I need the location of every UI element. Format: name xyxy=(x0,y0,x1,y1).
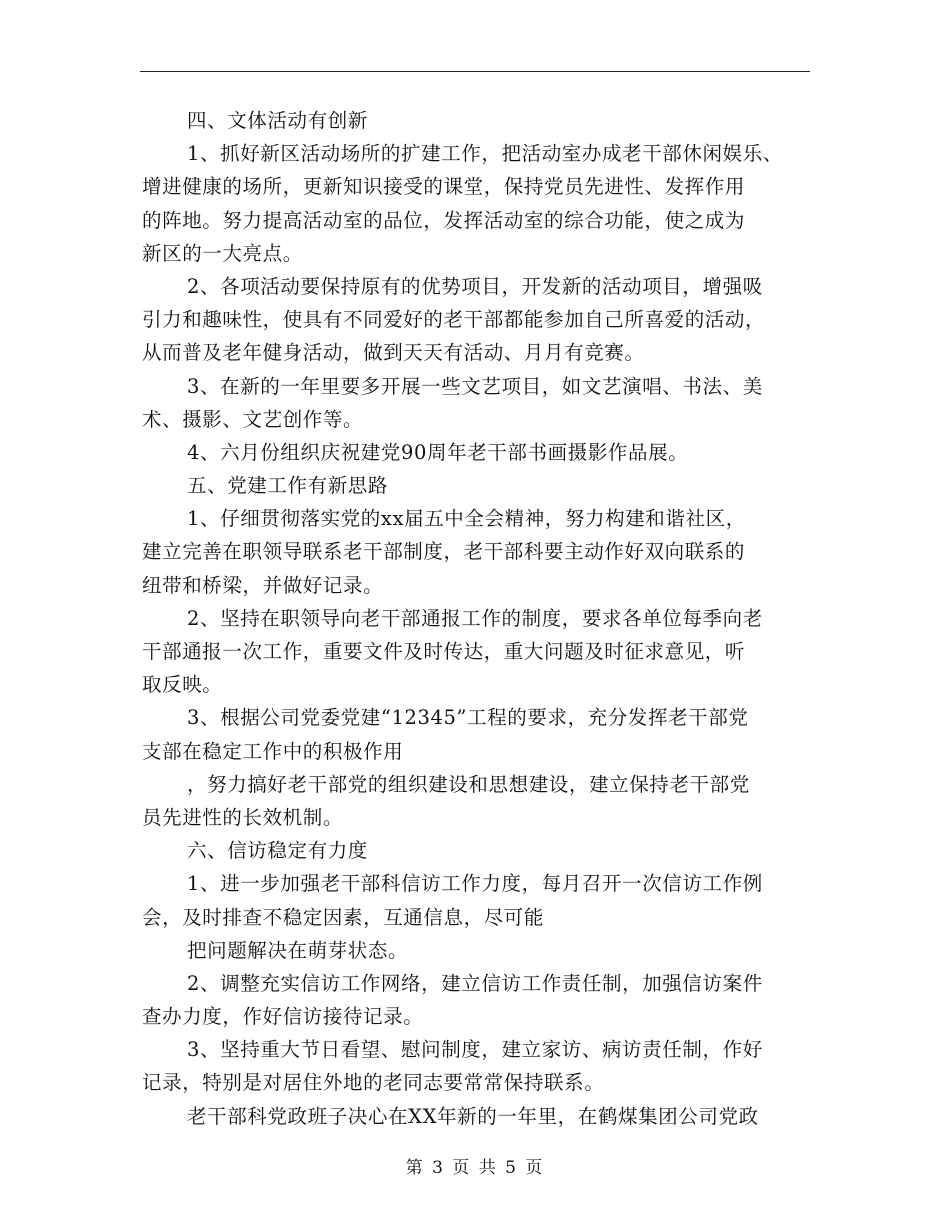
text-line: 会，及时排查不稳定因素，互通信息，尽可能 xyxy=(142,905,545,929)
text-line: 增进健康的场所，更新知识接受的课堂，保持党员先进性、发挥作用 xyxy=(142,175,746,199)
text-line: 五、党建工作有新思路 xyxy=(187,474,389,498)
text-line: 从而普及老年健身活动，做到天天有活动、月月有竞赛。 xyxy=(142,341,645,365)
text-line: 2、各项活动要保持原有的优势项目，开发新的活动项目，增强吸 xyxy=(187,274,763,298)
text-line: 纽带和桥梁，并做好记录。 xyxy=(142,573,384,597)
text-line: 把问题解决在萌芽状态。 xyxy=(187,938,409,962)
text-line: 支部在稳定工作中的积极作用 xyxy=(142,739,404,763)
text-line: 2、坚持在职领导向老干部通报工作的制度，要求各单位每季向老 xyxy=(187,606,763,630)
text-line: 老干部科党政班子决心在XX年新的一年里，在鹤煤集团公司党政 xyxy=(187,1104,759,1128)
text-line: 取反映。 xyxy=(142,673,223,697)
text-line: 记录，特别是对居住外地的老同志要常常保持联系。 xyxy=(142,1071,605,1095)
text-line: 新区的一大亮点。 xyxy=(142,241,303,265)
text-line: 3、在新的一年里要多开展一些文艺项目，如文艺演唱、书法、美 xyxy=(187,374,763,398)
text-line: 1、抓好新区活动场所的扩建工作，把活动室办成老干部休闲娱乐、 xyxy=(187,142,783,166)
text-line: 4、六月份组织庆祝建党90周年老干部书画摄影作品展。 xyxy=(187,440,689,464)
text-line: 3、根据公司党委党建“12345”工程的要求，充分发挥老干部党 xyxy=(187,706,749,730)
text-line: 1、仔细贯彻落实党的xx届五中全会精神，努力构建和谐社区， xyxy=(187,507,746,531)
text-line: 术、摄影、文艺创作等。 xyxy=(142,407,364,431)
text-line: 建立完善在职领导联系老干部制度，老干部科要主动作好双向联系的 xyxy=(142,540,746,564)
document-body xyxy=(142,104,812,1133)
text-line: 干部通报一次工作，重要文件及时传达，重大问题及时征求意见，听 xyxy=(142,640,746,663)
text-line: 2、调整充实信访工作网络，建立信访工作责任制，加强信访案件 xyxy=(187,971,763,995)
text-line: 3、坚持重大节日看望、慰问制度，建立家访、病访责任制，作好 xyxy=(187,1038,763,1062)
text-line: 引力和趣味性，使具有不同爱好的老干部都能参加自己所喜爱的活动， xyxy=(142,308,766,332)
header-rule xyxy=(140,71,810,72)
text-line: 查办力度，作好信访接待记录。 xyxy=(142,1005,424,1029)
text-line: ，努力搞好老干部党的组织建设和思想建设，建立保持老干部党 xyxy=(187,772,750,796)
text-line: 六、信访稳定有力度 xyxy=(187,839,368,863)
text-line: 四、文体活动有创新 xyxy=(187,109,368,132)
text-line: 员先进性的长效机制。 xyxy=(142,805,344,829)
page-footer: 第 3 页 共 5 页 xyxy=(405,1158,545,1178)
text-line: 1、进一步加强老干部科信访工作力度，每月召开一次信访工作例 xyxy=(187,872,763,896)
text-line: 的阵地。努力提高活动室的品位，发挥活动室的综合功能，使之成为 xyxy=(142,208,746,232)
